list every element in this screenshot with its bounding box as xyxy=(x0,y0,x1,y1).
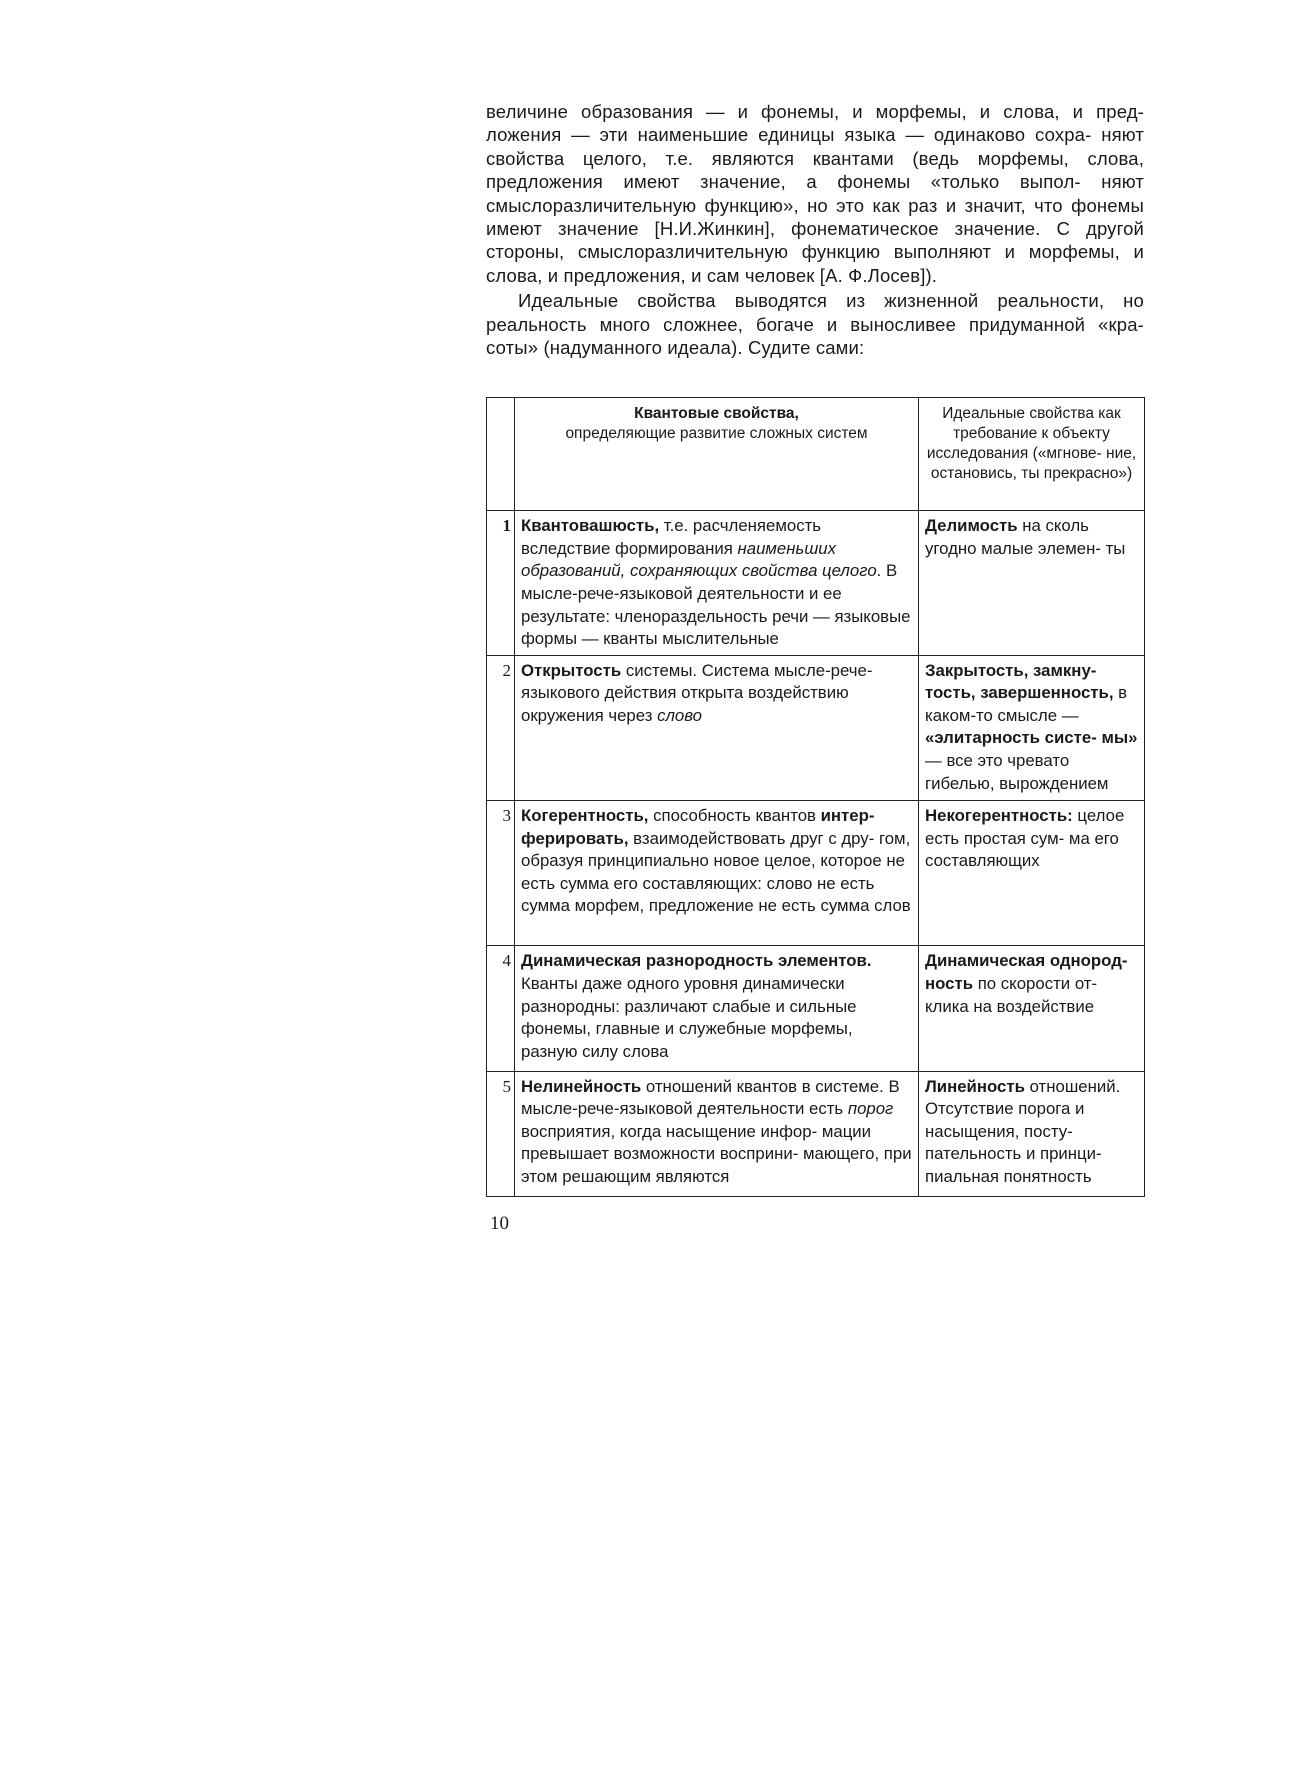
text: на сколь угодно малые элемен- ты xyxy=(925,516,1126,558)
paragraph-2: Идеальные свойства выводятся из жизненной реальности, но реальность много сложнее, богаче и выносливее придуманной «кра- соты» (надуманного идеала). Судите сами: xyxy=(486,290,1144,359)
term: Линейность xyxy=(925,1076,1025,1096)
quantum-property-cell xyxy=(515,511,919,655)
italic-text: слово xyxy=(657,705,702,725)
text: восприятия, когда насыщение инфор- мации превышает возможности восприни- мающего, при этом решающим являются xyxy=(521,1121,912,1187)
table-row xyxy=(487,801,1145,946)
term: Делимость xyxy=(925,516,1018,536)
text: отношений квантов в системе. В мысле-рече-языковой деятельности есть xyxy=(521,1076,900,1119)
quantum-property-cell xyxy=(515,946,919,1071)
term: Динамическая разнородность элементов. xyxy=(521,951,872,971)
text: по скорости от- клика на воздействие xyxy=(925,973,1098,1016)
term: Квантовашюсть, xyxy=(521,516,660,536)
header-quantum-subtitle: определяющие развитие сложных систем xyxy=(565,425,868,442)
ideal-property-cell xyxy=(919,511,1145,655)
row-number: 4 xyxy=(487,946,515,1071)
header-num-cell xyxy=(487,398,515,511)
table-header-row xyxy=(487,398,1145,511)
row-number: 3 xyxy=(487,801,515,946)
term: Нелинейность xyxy=(521,1076,642,1096)
term: Динамическая однород- ность xyxy=(925,951,1128,993)
term: Когерентность, xyxy=(521,806,649,825)
header-ideal-cell: Идеальные свойства как требование к объекту исследования («мгнове- ние, остановись, ты прекрасно») xyxy=(919,398,1145,511)
ideal-property-cell xyxy=(919,801,1145,946)
text: Кванты даже одного уровня динамически разнородны: различают слабые и сильные фонемы, главные и служебные морфемы, разную силу слова xyxy=(521,973,857,1061)
header-quantum-cell xyxy=(515,398,919,511)
table-row xyxy=(487,1071,1145,1196)
italic-text: наименьших образований, сохраняющих свойства целого xyxy=(521,538,877,581)
term: Открытость xyxy=(521,660,622,680)
ideal-property-cell xyxy=(919,1071,1145,1196)
text: в каком-то смысле — xyxy=(925,683,1128,725)
table-row xyxy=(487,511,1145,655)
properties-table xyxy=(486,397,1145,1197)
paragraph-1: величине образования — и фонемы, и морфемы, и слова, и пред- ложения — эти наименьшие единицы языка — одинаково сохра- няют свойства целого, т.е. являются квантами (ведь морфемы, слова, предложения имеют значение, а фонемы «только выпол- няют смыслоразличительную функцию», но это как раз и значит, что фонемы имеют значение [Н.И.Жинкин], фонематическое значение. С другой стороны, смыслоразличительную функцию выполняют и морфемы, и слова, и предложения, и сам человек [А. Ф.Лосев]). xyxy=(486,101,1144,286)
text: т.е. расчленяемость вследствие формирования xyxy=(521,516,822,558)
term: интер- ферировать, xyxy=(521,806,875,848)
italic-text: порог xyxy=(847,1099,894,1119)
quantum-property-cell xyxy=(515,801,919,946)
term: «элитарность систе- мы» xyxy=(925,728,1138,748)
table-row xyxy=(487,655,1145,800)
table-row xyxy=(487,946,1145,1071)
body-text xyxy=(486,100,1144,359)
text: — все это чревато гибелью, вырождением xyxy=(925,751,1109,793)
ideal-property-cell xyxy=(919,655,1145,800)
text: целое есть простая сум- ма его составляющих xyxy=(925,806,1125,871)
term: Некогерентность: xyxy=(925,806,1073,825)
row-number: 1 xyxy=(487,511,515,655)
row-number: 5 xyxy=(487,1071,515,1196)
text: взаимодействовать друг с дру- гом, образуя принципиально новое целое, которое не есть сумма его составляющих: слово не есть сумма морфем, предложение не есть сумма слов xyxy=(521,828,911,916)
term: Закрытость, замкну- тость, завершенность, xyxy=(925,660,1114,703)
text: системы. Система мысле-рече-языкового действия открыта воздействию окружения через xyxy=(521,660,873,725)
page-number: 10 xyxy=(490,1213,509,1234)
text: способность квантов xyxy=(648,806,821,825)
ideal-property-cell xyxy=(919,946,1145,1071)
quantum-property-cell xyxy=(515,655,919,800)
text: . В мысле-рече-языковой деятельности и ее результате: членораздельность речи — языковые формы — кванты мыслительные xyxy=(521,561,911,649)
text: отношений. Отсутствие порога и насыщения, посту- пательность и принци- пиальная понятность xyxy=(925,1076,1121,1187)
row-number: 2 xyxy=(487,655,515,800)
header-quantum-title: Квантовые свойства, xyxy=(634,405,799,422)
quantum-property-cell xyxy=(515,1071,919,1196)
